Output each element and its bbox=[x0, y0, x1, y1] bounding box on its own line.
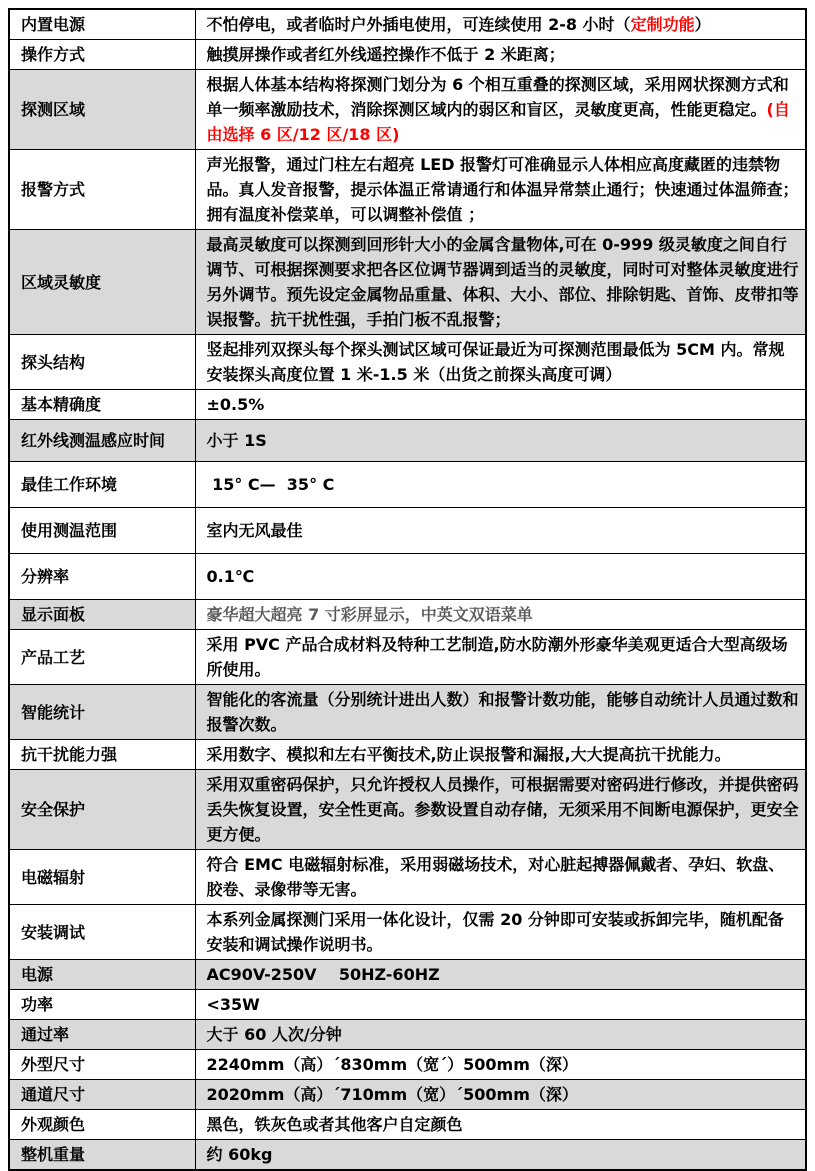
spec-value bbox=[195, 462, 806, 508]
spec-value bbox=[195, 600, 806, 630]
spec-label: 操作方式 bbox=[9, 40, 195, 70]
spec-value bbox=[195, 685, 806, 740]
spec-label: 智能统计 bbox=[9, 685, 195, 740]
spec-label: 探测区域 bbox=[9, 70, 195, 150]
value-text: 约 60kg bbox=[206, 1145, 273, 1164]
spec-row-security-protection bbox=[9, 770, 806, 850]
value-text: 大于 60 人次/分钟 bbox=[206, 1025, 342, 1044]
spec-row-appearance-color bbox=[9, 1110, 806, 1140]
spec-value bbox=[195, 630, 806, 685]
spec-row-installation-debug bbox=[9, 905, 806, 960]
value-text: 2240mm（高）´830mm（宽´）500mm（深） bbox=[206, 1055, 578, 1074]
spec-value bbox=[195, 230, 806, 335]
spec-label: 外型尺寸 bbox=[9, 1050, 195, 1080]
spec-row-power-supply bbox=[9, 960, 806, 990]
spec-label: 内置电源 bbox=[9, 9, 195, 40]
value-text: 竖起排列双探头每个探头测试区域可保证最近为可探测范围最低为 5CM 内。常规安装探头高度位置 1 米-1.5 米（出货之前探头高度可调） bbox=[206, 340, 785, 384]
spec-value bbox=[195, 335, 806, 390]
spec-label: 电源 bbox=[9, 960, 195, 990]
spec-row-basic-accuracy bbox=[9, 390, 806, 420]
spec-value bbox=[195, 150, 806, 230]
value-text: 符合 EMC 电磁辐射标准，采用弱磁场技术，对心脏起搏器佩戴者、孕妇、软盘、胶卷、录像带等无害。 bbox=[206, 855, 785, 899]
spec-row-product-craft bbox=[9, 630, 806, 685]
spec-row-pass-rate bbox=[9, 1020, 806, 1050]
value-text: <35W bbox=[206, 995, 260, 1014]
spec-row-smart-statistics bbox=[9, 685, 806, 740]
spec-value bbox=[195, 1080, 806, 1110]
value-text: 2020mm（高）´710mm（宽）´500mm（深） bbox=[206, 1085, 578, 1104]
spec-value bbox=[195, 390, 806, 420]
spec-row-channel-dimensions bbox=[9, 1080, 806, 1110]
spec-row-best-working-environment bbox=[9, 462, 806, 508]
value-text: 智能化的客流量（分别统计进出人数）和报警计数功能，能够自动统计人员通过数和报警次数。 bbox=[206, 690, 799, 734]
spec-value bbox=[195, 1050, 806, 1080]
spec-label: 抗干扰能力强 bbox=[9, 740, 195, 770]
spec-value bbox=[195, 990, 806, 1020]
value-text: 采用双重密码保护，只允许授权人员操作，可根据需要对密码进行修改，并提供密码丢失恢复设置，安全性更高。参数设置自动存储，无须采用不间断电源保护，更安全更方便。 bbox=[206, 775, 799, 844]
spec-value bbox=[195, 554, 806, 600]
spec-label: 报警方式 bbox=[9, 150, 195, 230]
spec-row-power-consumption bbox=[9, 990, 806, 1020]
spec-value bbox=[195, 770, 806, 850]
spec-row-overall-dimensions bbox=[9, 1050, 806, 1080]
value-text: 本系列金属探测门采用一体化设计，仅需 20 分钟即可安装或拆卸完毕，随机配备安装和调试操作说明书。 bbox=[206, 910, 784, 954]
value-text: 0.1℃ bbox=[206, 567, 255, 586]
spec-row-anti-interference bbox=[9, 740, 806, 770]
spec-value bbox=[195, 420, 806, 462]
spec-row-resolution bbox=[9, 554, 806, 600]
spec-label: 产品工艺 bbox=[9, 630, 195, 685]
value-text: 根据人体基本结构将探测门划分为 6 个相互重叠的探测区域，采用网状探测方式和单一频率激励技术，消除探测区域内的弱区和盲区，灵敏度更高，性能更稳定。 bbox=[206, 75, 789, 119]
value-text: 小于 1S bbox=[206, 431, 267, 450]
spec-value bbox=[195, 1110, 806, 1140]
spec-label: 安装调试 bbox=[9, 905, 195, 960]
spec-label: 功率 bbox=[9, 990, 195, 1020]
spec-row-display-panel bbox=[9, 600, 806, 630]
value-red-text: 定制功能 bbox=[630, 15, 695, 34]
value-text: 15° C— 35° C bbox=[206, 475, 335, 494]
spec-label: 红外线测温感应时间 bbox=[9, 420, 195, 462]
spec-label: 分辨率 bbox=[9, 554, 195, 600]
value-red-text: (自由选择 6 区/12 区/18 区) bbox=[206, 100, 790, 144]
value-text: ） bbox=[694, 15, 711, 34]
spec-row-probe-structure bbox=[9, 335, 806, 390]
value-text: 室内无风最佳 bbox=[206, 521, 303, 540]
product-spec-table bbox=[8, 8, 807, 1171]
spec-value bbox=[195, 40, 806, 70]
spec-label: 探头结构 bbox=[9, 335, 195, 390]
spec-label: 区域灵敏度 bbox=[9, 230, 195, 335]
spec-label: 外观颜色 bbox=[9, 1110, 195, 1140]
spec-label: 整机重量 bbox=[9, 1140, 195, 1171]
value-text: 最高灵敏度可以探测到回形针大小的金属含量物体,可在 0-999 级灵敏度之间自行调节、可根据探测要求把各区位调节器调到适当的灵敏度，同时可对整体灵敏度进行另外调节。预先设定金属物品重量、体积、大小、部位、排除钥匙、首饰、皮带扣等误报警。抗干扰性强，手拍门板不乱报警； bbox=[206, 235, 799, 329]
spec-value bbox=[195, 70, 806, 150]
spec-row-zone-sensitivity bbox=[9, 230, 806, 335]
spec-value bbox=[195, 508, 806, 554]
spec-label: 通过率 bbox=[9, 1020, 195, 1050]
spec-value bbox=[195, 1140, 806, 1171]
spec-label: 使用测温范围 bbox=[9, 508, 195, 554]
spec-value bbox=[195, 905, 806, 960]
spec-value bbox=[195, 740, 806, 770]
spec-row-detection-zones bbox=[9, 70, 806, 150]
spec-row-machine-weight bbox=[9, 1140, 806, 1171]
value-text: 采用数字、模拟和左右平衡技术,防止误报警和漏报,大大提高抗干扰能力。 bbox=[206, 745, 731, 764]
spec-label: 通道尺寸 bbox=[9, 1080, 195, 1110]
spec-row-electromagnetic-radiation bbox=[9, 850, 806, 905]
spec-value bbox=[195, 960, 806, 990]
value-text: ±0.5% bbox=[206, 395, 265, 414]
spec-row-ir-temp-response-time bbox=[9, 420, 806, 462]
spec-row-built-in-power bbox=[9, 9, 806, 40]
spec-label: 安全保护 bbox=[9, 770, 195, 850]
spec-label: 最佳工作环境 bbox=[9, 462, 195, 508]
value-text: AC90V-250V 50HZ-60HZ bbox=[206, 965, 440, 984]
value-text: 声光报警，通过门柱左右超亮 LED 报警灯可准确显示人体相应高度藏匿的违禁物品。真人发音报警，提示体温正常请通行和体温异常禁止通行；快速通过体温筛查；拥有温度补偿菜单，可以调整补偿值 ； bbox=[206, 155, 799, 224]
value-text: 采用 PVC 产品合成材料及特种工艺制造,防水防潮外形豪华美观更适合大型高级场所使用。 bbox=[206, 635, 788, 679]
spec-label: 显示面板 bbox=[9, 600, 195, 630]
spec-row-alarm-mode bbox=[9, 150, 806, 230]
spec-value bbox=[195, 1020, 806, 1050]
value-text: 黑色，铁灰色或者其他客户自定颜色 bbox=[206, 1115, 463, 1134]
spec-row-operation-mode bbox=[9, 40, 806, 70]
value-text: 触摸屏操作或者红外线遥控操作不低于 2 米距离； bbox=[206, 45, 565, 64]
value-text: 不怕停电，或者临时户外插电使用，可连续使用 2-8 小时（ bbox=[206, 15, 631, 34]
value-text: 豪华超大超亮 7 寸彩屏显示，中英文双语菜单 bbox=[206, 605, 533, 624]
spec-label: 基本精确度 bbox=[9, 390, 195, 420]
spec-row-temp-measure-range bbox=[9, 508, 806, 554]
spec-label: 电磁辐射 bbox=[9, 850, 195, 905]
spec-value bbox=[195, 850, 806, 905]
spec-value bbox=[195, 9, 806, 40]
